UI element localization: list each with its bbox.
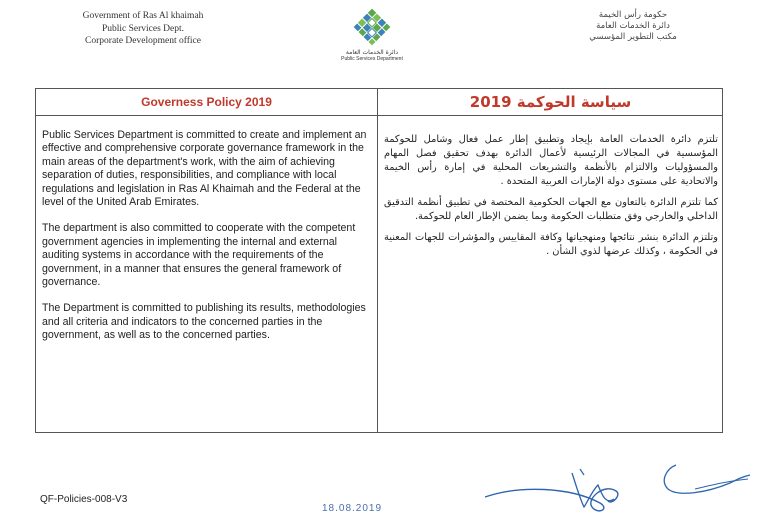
- org-line-ar-department: دائرة الخدمات العامة: [596, 21, 670, 31]
- org-line-department: Public Services Dept.: [101, 23, 185, 34]
- org-line-ar-government: حكومة رأس الخيمة: [598, 10, 668, 20]
- policy-paragraph-en: The Department is committed to publishing its results, methodologies and all criteria and indicators to the concerned parties in the government, as well as to the concerned parties.: [42, 302, 366, 342]
- logo-emblem-icon: [350, 5, 394, 49]
- org-line-ar-office: مكتب التطوير المؤسسي: [589, 32, 677, 42]
- header-divider: [36, 115, 722, 116]
- policy-paragraph-ar: كما تلتزم الدائرة بالتعاون مع الجهات الحكومية المختصة في تطبيق أنظمة التدقيق الداخلي والخارجي وفق متطلبات الحكومة وبما يضمن الإطار العام للحوكمة.: [384, 197, 718, 222]
- department-logo: [332, 5, 412, 67]
- org-line-office: Corporate Development office: [85, 36, 201, 46]
- policy-body-ar: [384, 133, 718, 266]
- policy-title-ar: سياسة الحوكمة 2019: [469, 93, 632, 111]
- org-line-government: Government of Ras Al khaimah: [82, 11, 204, 21]
- document-code: QF-Policies-008-V3: [40, 494, 128, 505]
- column-divider: [377, 89, 378, 432]
- policy-paragraph-en: The department is also committed to cooperate with the competent government agencies in implementing the internal and external auditing systems in accordance with the requirements of the government, in a manner that ensures the general framework of governance.: [42, 222, 356, 289]
- signature-date: 18.08.2019: [322, 503, 383, 514]
- policy-title-en: Governess Policy 2019: [141, 95, 272, 109]
- policy-body-en: [42, 129, 372, 356]
- policy-table: [35, 88, 723, 433]
- signature-icon: [480, 455, 755, 525]
- policy-paragraph-ar: وتلتزم الدائرة بنشر نتائجها ومنهجياتها وكافة المقاييس والمؤشرات للجهات المعنية في الحكومة ، وكذلك عرضها لذوي الشأن .: [384, 232, 718, 257]
- logo-text-ar: دائرة الخدمات العامة: [345, 49, 399, 56]
- policy-paragraph-en: Public Services Department is committed to create and implement an effective and comprehensive corporate governance framework in the main areas of the department's work, with the aim of achieving separation of duties, responsibilities, and compliance with local regulations and legislation in Ras Al Khaimah and the Federal at the level of the United Arab Emirates.: [42, 129, 367, 209]
- policy-paragraph-ar: تلتزم دائرة الخدمات العامة بإيجاد وتطبيق إطار عمل فعال وشامل للحوكمة المؤسسية في المجالات الرئيسية لأعمال الدائرة بهدف تحقيق فصل المهام والمسؤوليات والالتزام بالأنظمة والتشريعات المحلية في إمارة رأس الخيمة والاتحادية على مستوى دولة الإمارات العربية المتحدة .: [384, 134, 718, 187]
- org-header-ar: [578, 10, 688, 43]
- logo-text-en: Public Services Department: [341, 56, 403, 62]
- org-header-en: [58, 10, 228, 48]
